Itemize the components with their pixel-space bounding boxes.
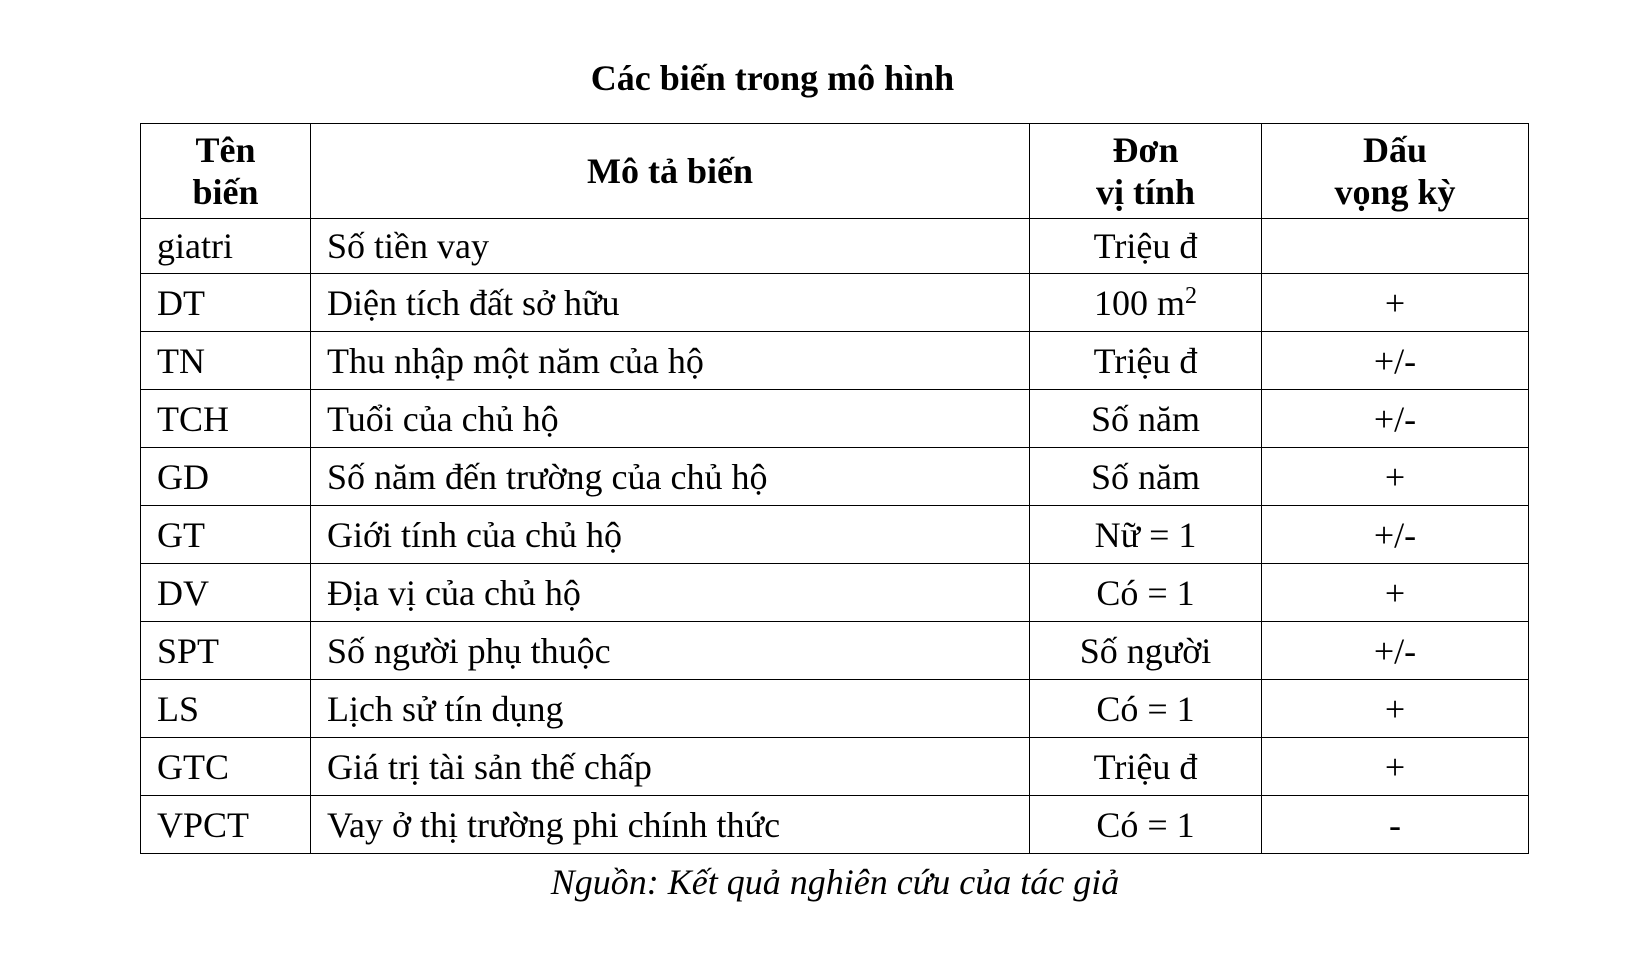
expected-sign-cell: - (1262, 796, 1529, 854)
unit-cell (1030, 274, 1262, 332)
expected-sign-cell: +/- (1262, 506, 1529, 564)
description-cell: Thu nhập một năm của hộ (311, 332, 1030, 390)
header-description: Mô tả biến (311, 124, 1030, 219)
unit-cell: Có = 1 (1030, 564, 1262, 622)
header-expected-sign-line-1: Dấu (1362, 130, 1428, 170)
description-cell: Diện tích đất sở hữu (311, 274, 1030, 332)
variable-name-cell: TN (141, 332, 311, 390)
description-cell: Giới tính của chủ hộ (311, 506, 1030, 564)
variable-name-cell: GD (141, 448, 311, 506)
unit-cell: Triệu đ (1030, 332, 1262, 390)
header-expected-sign-line-2: vọng kỳ (1334, 172, 1456, 212)
table-row (141, 738, 1529, 796)
description-cell: Địa vị của chủ hộ (311, 564, 1030, 622)
expected-sign-cell: +/- (1262, 390, 1529, 448)
table-row (141, 219, 1529, 274)
table-row (141, 564, 1529, 622)
variable-name-cell: GTC (141, 738, 311, 796)
unit-cell: Số năm (1030, 448, 1262, 506)
unit-text: 100 m (1093, 282, 1185, 323)
table-row (141, 390, 1529, 448)
unit-cell: Triệu đ (1030, 219, 1262, 274)
expected-sign-cell: + (1262, 274, 1529, 332)
unit-cell: Số năm (1030, 390, 1262, 448)
unit-cell: Số người (1030, 622, 1262, 680)
source-note: Nguồn: Kết quả nghiên cứu của tác giả (550, 862, 1120, 902)
variable-name-cell: VPCT (141, 796, 311, 854)
unit-cell: Có = 1 (1030, 796, 1262, 854)
table-row (141, 506, 1529, 564)
description-cell: Số người phụ thuộc (311, 622, 1030, 680)
expected-sign-cell: + (1262, 738, 1529, 796)
header-expected-sign (1262, 124, 1529, 219)
header-variable-name-line-1: Tên (195, 130, 256, 170)
header-variable-name-line-2: biến (192, 172, 259, 212)
header-unit (1030, 124, 1262, 219)
variable-name-cell: SPT (141, 622, 311, 680)
description-cell: Lịch sử tín dụng (311, 680, 1030, 738)
table-row (141, 332, 1529, 390)
table-row (141, 622, 1529, 680)
unit-superscript: 2 (1185, 282, 1197, 309)
description-cell: Số tiền vay (311, 219, 1030, 274)
variable-name-cell: TCH (141, 390, 311, 448)
variable-name-cell: GT (141, 506, 311, 564)
unit-cell: Triệu đ (1030, 738, 1262, 796)
header-row (141, 124, 1529, 219)
variable-name-cell: DT (141, 274, 311, 332)
variable-name-cell: LS (141, 680, 311, 738)
expected-sign-cell: + (1262, 448, 1529, 506)
header-variable-name (141, 124, 311, 219)
header-unit-line-1: Đơn (1112, 130, 1179, 170)
description-cell: Vay ở thị trường phi chính thức (311, 796, 1030, 854)
variable-name-cell: giatri (141, 219, 311, 274)
description-cell: Số năm đến trường của chủ hộ (311, 448, 1030, 506)
table-row (141, 680, 1529, 738)
expected-sign-cell: + (1262, 680, 1529, 738)
expected-sign-cell: +/- (1262, 622, 1529, 680)
expected-sign-cell (1262, 219, 1529, 274)
description-cell: Giá trị tài sản thế chấp (311, 738, 1030, 796)
table-row (141, 274, 1529, 332)
unit-cell: Có = 1 (1030, 680, 1262, 738)
expected-sign-cell: +/- (1262, 332, 1529, 390)
unit-cell: Nữ = 1 (1030, 506, 1262, 564)
expected-sign-cell: + (1262, 564, 1529, 622)
variables-table (140, 123, 1529, 854)
table-title: Các biến trong mô hình (590, 58, 955, 98)
header-unit-line-2: vị tính (1095, 172, 1196, 212)
table-row (141, 796, 1529, 854)
table-row (141, 448, 1529, 506)
description-cell: Tuổi của chủ hộ (311, 390, 1030, 448)
variable-name-cell: DV (141, 564, 311, 622)
